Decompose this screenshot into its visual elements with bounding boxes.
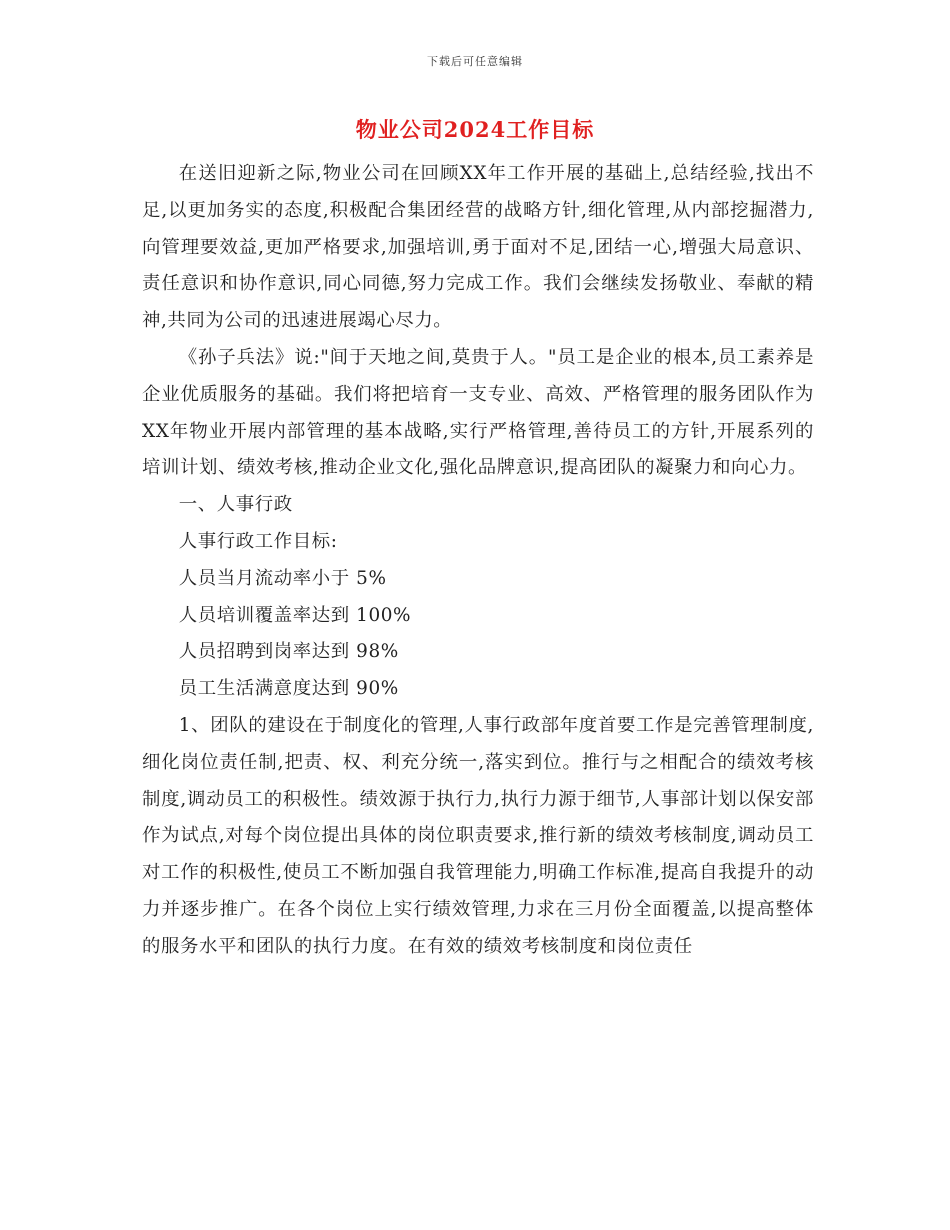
goal-item: 人员招聘到岗率达到 98% [178,641,399,663]
numbered-paragraph: 1、团队的建设在于制度化的管理,人事行政部年度首要工作是完善管理制度,细化岗位责任制,把责、权、利充分统一,落实到位。推行与之相配合的绩效考核制度,调动员工的积极性。绩效源于执行力,执行力源于细节,人事部计划以保安部作为试点,对每个岗位提出具体的岗位职责要求,推行新的绩效考核制度,调动员工对工作的积极性,使员工不断加强自我管理能力,明确工作标准,提高自我提升的动力并逐步推广。在各个岗位上实行绩效管理,力求在三月份全面覆盖,以提高整体的服务水平和团队的执行力度。在有效的绩效考核制度和岗位责任 [142,714,814,957]
document-title: 物业公司2024工作目标 [355,117,595,142]
section-heading: 一、人事行政 [178,494,293,516]
goal-item: 人员培训覆盖率达到 100% [178,604,412,626]
document-body [142,156,814,966]
goal-item: 人员当月流动率小于 5% [178,567,387,589]
intro-paragraph: 在送旧迎新之际,物业公司在回顾XX年工作开展的基础上,总结经验,找出不足,以更加务实的态度,积极配合集团经营的战略方针,细化管理,从内部挖掘潜力,向管理要效益,更加严格要求,加强培训,勇于面对不足,团结一心,增强大局意识、责任意识和协作意识,同心同德,努力完成工作。我们会继续发扬敬业、奉献的精神,共同为公司的迅速进展竭心尽力。 [142,163,814,332]
goals-heading: 人事行政工作目标: [178,530,338,552]
quote-paragraph: 《孙子兵法》说:"间于天地之间,莫贵于人。"员工是企业的根本,员工素养是企业优质服务的基础。我们将把培育一支专业、高效、严格管理的服务团队作为XX年物业开展内部管理的基本战略,实行严格管理,善待员工的方针,开展系列的培训计划、绩效考核,推动企业文化,强化品牌意识,提高团队的凝聚力和向心力。 [142,346,814,479]
page-header-note: 下载后可任意编辑 [427,55,523,68]
goal-item: 员工生活满意度达到 90% [178,678,399,700]
